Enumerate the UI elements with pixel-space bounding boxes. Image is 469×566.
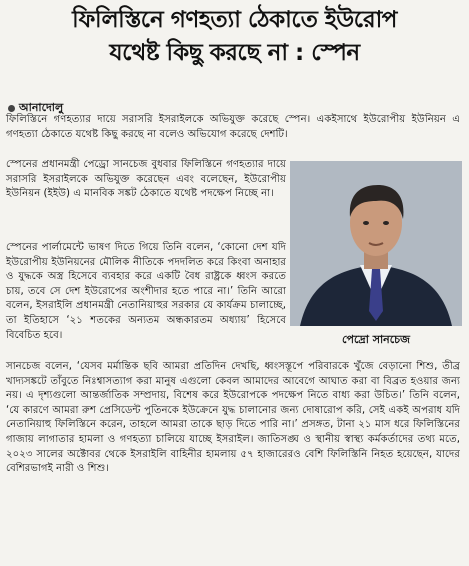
paragraph-4: সানচেজ বলেন, ‘যেসব মর্মান্তিক ছবি আমরা প্রতিদিন দেখছি, ধ্বংসস্তূপে পরিবারকে খুঁজে বেড়ানো শিশু, তীব্র খাদ্যসঙ্কটে তাঁবুতে নিঃশ্বাসত্যাগ করা মানুষ এগুলো কেবল আমাদের আবেগে আঘাত করা বা বিব্রত হওয়ার জন্য নয়। এ দৃশ্যগুলো আন্তর্জাতিক সম্প্রদায়, বিশেষ করে ইউরোপকে পদক্ষেপ নিতে বাধ্য করা উচিত।’ তিনি বলেন, ‘যে কারণে আমরা রুশ প্রেসিডেন্ট পুতিনকে ইউক্রেনে যুদ্ধ চালানোর জন্য দোষারোপ করি, সেই একই অপরাধ যদি নেতানিয়াহু ফিলিস্তিনে করেন, তাহলে আমরা তাকে ছাড় দিতে পারি না।’ প্রসঙ্গত, টানা ২১ মাস ধরে ফিলিস্তিনের গাজায় লাগাতার হামলা ও গণহত্যা চালিয়ে যাচ্ছে ইসরাইল। জাতিসঙ্ঘ ও স্থানীয় স্বাস্থ্য কর্মকর্তাদের তথ্য মতে, ২০২৩ সালের অক্টোবর থেকে ইসরাইলি বাহিনীর হামলায় ৫৭ হাজারেরও বেশি ফিলিস্তিনি নিহত হয়েছেন, যাদের বেশিরভাগই নারী ও শিশু। [6, 361, 460, 475]
paragraph-3: স্পেনের পার্লামেন্টে ভাষণ দিতে গিয়ে তিনি বলেন, ‘কোনো দেশ যদি ইউরোপীয় ইউনিয়নের মৌলিক নীতিকে পদদলিত করে কিংবা অনাহার ও যুদ্ধকে অস্ত্র হিসেবে ব্যবহার করে একটি বৈধ রাষ্ট্রকে ধ্বংস করতে চায়, তবে সে দেশ ইউরোপের অংশীদার হতে পারে না।’ তিনি আরো বলেন, ইসরাইলি প্রধানমন্ত্রী নেতানিয়াহুর সরকার যে কার্যক্রম চালাচ্ছে, তা ইতিহাসে ‘২১ শতকের অন্যতম অন্ধকারতম অধ্যায়’ হিসেবে বিবেচিত হবে। [6, 242, 286, 341]
paragraph-2: স্পেনের প্রধানমন্ত্রী পেড্রো সানচেজ বুধবার ফিলিস্তিনে গণহত্যার দায়ে সরাসরি ইসরাইলকে অভিযুক্ত করেছেন এবং বলেছেন, ইউরোপীয় ইউনিয়ন (ইইউ) এ মানবিক সঙ্কট ঠেকাতে যথেষ্ট পদক্ষেপ নিচ্ছে না। [6, 159, 286, 200]
paragraph-intro: ফিলিস্তিনে গণহত্যার দায়ে সরাসরি ইসরাইলকে অভিযুক্ত করেছে স্পেন। একইসাথে ইউরোপীয় ইউনিয়ন এ গণহত্যা ঠেকাতে যথেষ্ট কিছু করছে না বলেও অভিযোগ করেছে দেশটি। [6, 114, 460, 140]
portrait-illustration [290, 161, 462, 326]
bullet-icon [8, 105, 15, 112]
photo-caption: পেদ্রো সানচেজ [342, 333, 410, 346]
byline-source: আনাদোলু [19, 101, 64, 114]
headline [6, 4, 463, 70]
headline-line-2: যথেষ্ট কিছু করছে না : স্পেন [109, 40, 360, 66]
headline-line-1: ফিলিস্তিনে গণহত্যা ঠেকাতে ইউরোপ [72, 7, 397, 33]
portrait-photo [290, 161, 462, 326]
